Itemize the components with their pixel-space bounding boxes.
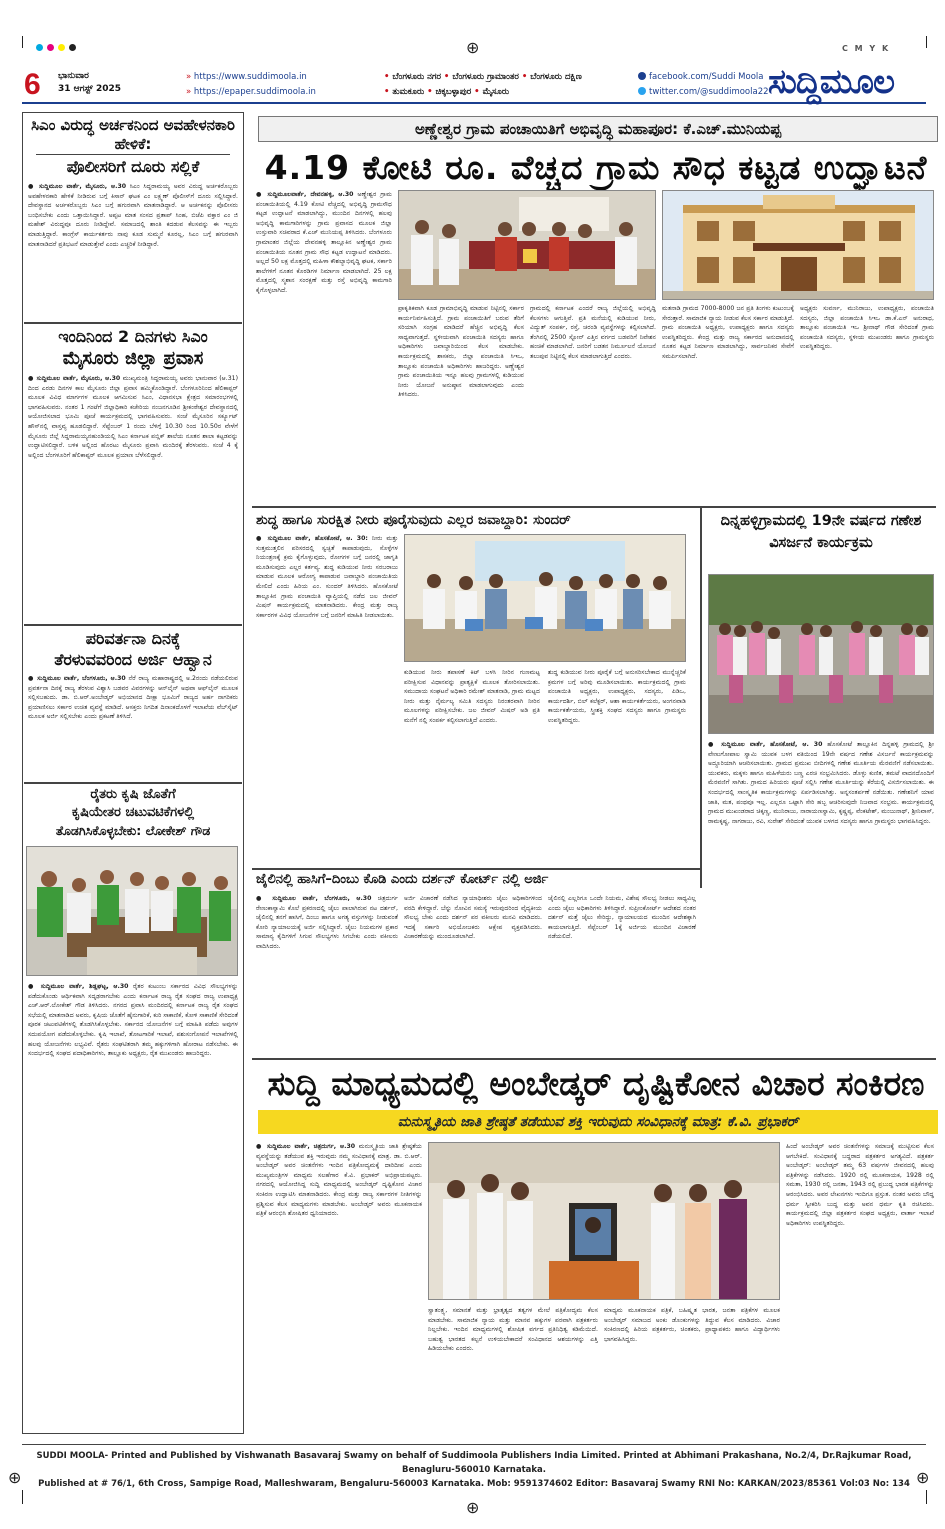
story3-byline: ● ಸುದ್ದಿಮೂಲ ವಾರ್ತೆ, ಬೆಂಗಳೂರು, ಆ.30 [28,675,126,682]
water-col1-text: ನೀರು ಮತ್ತು ಸುತ್ತಮುತ್ತಲಿನ ಪರಿಸರದಲ್ಲಿ ಸ್ವಚ್ಛತೆ ಕಾಪಾಡುವುದು, ಸೊಳ್ಳೆಗಳ ನಿಯಂತ್ರಣಕ್ಕೆ ಕ್ರಮ ಕೈಗೊಳ್ಳುವುದು, ರೋಗಗಳ ಬಗ್ಗೆ ಜನರಲ್ಲಿ ಜಾಗೃತಿ ಮೂಡಿಸುವುದು ಎಲ್ಲರ ಕರ್ತವ್ಯ. ಶುದ್ಧ ಕುಡಿಯುವ ನೀರು ಸರಬರಾಜು ಮಾಡುವ ಮೂಲಕ ಆರೋಗ್ಯ ಕಾಪಾಡುವ ಜವಾಬ್ದಾರಿ ಪಂಚಾಯಿತಿಯ ಮೇಲಿದೆ ಎಂದು ಹಿರಿಯ ಎಂ. ಸುಂದರ್ ತಿಳಿಸಿದರು. ಹೊಸಕೋಟೆ ತಾಲ್ಲೂಕಿನ ಗ್ರಾಮ ಪಂಚಾಯಿತಿ ವ್ಯಾಪ್ತಿಯಲ್ಲಿ ನಡೆದ ಜಲ ಜೀವನ್ ಮಿಷನ್ ಕಾರ್ಯಕ್ರಮದಲ್ಲಿ ಮಾತನಾಡಿದರು. ಕೇಂದ್ರ ಮತ್ತು ರಾಜ್ಯ ಸರ್ಕಾರಗಳ ವಿವಿಧ ಯೋಜನೆಗಳ ಬಗ್ಗೆ ಜನರಿಗೆ ಮಾಹಿತಿ ನೀಡಲಾಯಿತು. [256,535,398,619]
lead-col-2: ಪ್ರಾಕೃತಿಕವಾಗಿ ಕೂಡ ಗ್ರಾಮಾಭಿವೃದ್ಧಿ ಮಾಡುವ ನಿಟ್ಟಿನಲ್ಲಿ ಸರ್ಕಾರ ಕಾರ್ಯನಿರ್ವಹಿಸುತ್ತಿದೆ. ಗ್ರಾಮ ಪಂಚಾಯಿತಿಗೆ ಬರುವ ತೆರಿಗೆ ಸರಿಯಾಗಿ ಸಂಗ್ರಹ ಮಾಡಿದರೆ ಹೆಚ್ಚಿನ ಅಭಿವೃದ್ಧಿ ಕೆಲಸ ಸಾಧ್ಯವಾಗುತ್ತದೆ. ಸ್ಥಳೀಯವಾಗಿ ಪಂಚಾಯಿತಿ ಸದಸ್ಯರು ಹಾಗೂ ಅಧಿಕಾರಿಗಳು ಜವಾಬ್ದಾರಿಯಿಂದ ಕೆಲಸ ಮಾಡಬೇಕು. ಕಾರ್ಯಕ್ರಮದಲ್ಲಿ ಶಾಸಕರು, ಜಿಲ್ಲಾ ಪಂಚಾಯಿತಿ ಸಿಇಒ, ತಾಲ್ಲೂಕು ಪಂಚಾಯಿತಿ ಅಧಿಕಾರಿಗಳು ಹಾಜರಿದ್ದರು. ಅಣ್ಣೇಶ್ವರ ಗ್ರಾಮ ಪಂಚಾಯಿತಿಯ ಇನ್ನೂ ಹಲವು ಗ್ರಾಮಗಳಲ್ಲಿ ಕುಡಿಯುವ ನೀರು ಯೋಜನೆ ಅನುಷ್ಠಾನ ಮಾಡಲಾಗುವುದು ಎಂದು ತಿಳಿಸಿದರು. [398,305,524,399]
registration-mark-bottom: ⊕ [466,1498,480,1517]
section-item: • ಬೆಂಗಳೂರು ಗ್ರಾಮಾಂತರ [444,72,519,82]
cmyk-label: C M Y K [842,44,891,53]
section-item: • ಚಿಕ್ಕಬಳ್ಳಾಪುರ [427,87,471,97]
section-row-1 [384,70,582,85]
water-headline: ಶುದ್ಧ ಹಾಗೂ ಸುರಕ್ಷಿತ ನೀರು ಪೂರೈಸುವುದು ಎಲ್ಲರ ಜವಾಬ್ದಾರಿ: ಸುಂದರ್ [256,512,571,528]
section-item: • ಬೆಂಗಳೂರು ನಗರ [384,72,441,82]
court-col-2: ಅರ್ಜಿ ವಿಚಾರಣೆ ನಡೆಸಿದ ನ್ಯಾಯಾಧೀಶರು ಜೈಲು ಅಧಿಕಾರಿಗಳಿಂದ ವರದಿ ಕೇಳಿದ್ದಾರೆ. ಬೆನ್ನು ನೋವಿನ ಸಮಸ್ಯೆ ಇರುವುದರಿಂದ ವೈದ್ಯಕೀಯ ಸೌಲಭ್ಯ ಬೇಕು ಎಂದು ದರ್ಶನ್ ಪರ ವಕೀಲರು ಮನವಿ ಮಾಡಿದರು. ಇದಕ್ಕೆ ಸರ್ಕಾರಿ ಅಭಿಯೋಜಕರು ಆಕ್ಷೇಪ ವ್ಯಕ್ತಪಡಿಸಿದರು. ವಿಚಾರಣೆಯನ್ನು ಮುಂದೂಡಲಾಗಿದೆ. [404,895,542,941]
court-col-1 [256,894,398,1052]
section-item: • ಬೆಂಗಳೂರು ದಕ್ಷಿಣ [522,72,582,82]
divider [252,506,936,508]
divider [24,782,242,784]
ambedkar-col-1 [256,1142,422,1438]
ambedkar-byline: ● ಸುದ್ದಿಮೂಲ ವಾರ್ತೆ, ಚಿತ್ರದುರ್ಗ, ಆ.30 [256,1143,355,1150]
lead-col-4: ಮತನಾಡಿ ಗ್ರಾಮದ 7000-8000 ಜನ ಪ್ರತಿ ತಿಂಗಳು ಕುಟುಂಬಕ್ಕೆ ಸೇರುತ್ತಾರೆ. ಸಾಮಾಜಿಕ ನ್ಯಾಯ ನೀಡುವ ಕೆಲಸ ಸರ್ಕಾರ ಮಾಡುತ್ತಿದೆ. ಗ್ರಾಮ ಪಂಚಾಯಿತಿ ಅಧ್ಯಕ್ಷರು, ಉಪಾಧ್ಯಕ್ಷರು ಹಾಗೂ ಸದಸ್ಯರು ಉಪಸ್ಥಿತರಿದ್ದರು. ಕೇಂದ್ರ ಮತ್ತು ರಾಜ್ಯ ಸರ್ಕಾರದ ಅನುದಾನದಲ್ಲಿ ನೂತನ ಕಟ್ಟಡ ನಿರ್ಮಾಣ ಮಾಡಲಾಗಿದ್ದು, ಸಾರ್ವಜನಿಕರ ಸೇವೆಗೆ ಸಮರ್ಪಿಸಲಾಗಿದೆ. [662,305,794,360]
story3-text: ನೆರೆ ರಾಜ್ಯ ಮಹಾರಾಷ್ಟ್ರದಲ್ಲಿ ಅ.2ರಂದು ನಡೆಯಲಿರುವ ಪ್ರವರ್ತನಾ ದಿನಕ್ಕೆ ರಾಜ್ಯ ತೆರಳುವ ವಿಶ್ವಾಸಿ ಬಡವರ ವಿವರಗಳನ್ನು ಆನ್‌ಲೈನ್ ಅಥವಾ ಆಫ್‌ಲೈನ್ ಮೂಲಕ ಸಲ್ಲಿಸಬಹುದು. ಡಾ. ಬಿ.ಆರ್.ಅಂಬೇಡ್ಕರ್ ಅಭಿಯಾನದ ದೀಕ್ಷಾ ಭೂಮಿಗೆ ರಾಜ್ಯದ ಅರ್ಹ ನಾಗರಿಕರು ಪ್ರಯಾಣಿಸಲು ಸರ್ಕಾರ ಉಚಿತ ವ್ಯವಸ್ಥೆ ಮಾಡಿದೆ. ಆಸಕ್ತರು ನಿಗದಿತ ದಿನಾಂಕದೊಳಗೆ ಇಲಾಖೆಯ ವೆಬ್‌ಸೈಟ್ ಮೂಲಕ ಅರ್ಜಿ ಸಲ್ಲಿಸಬೇಕು ಎಂದು ಪ್ರಕಟಣೆ ತಿಳಿಸಿದೆ. [28,675,238,721]
divider [252,1058,936,1060]
story3-body [28,674,238,778]
section-item: • ತುಮಕೂರು [384,87,424,97]
section-row-2 [384,85,582,100]
divider [700,506,702,888]
cyan-dot [36,44,43,51]
story4-subhead-2: ತೊಡಗಿಸಿಕೊಳ್ಳಬೇಕು: ಲೋಕೇಶ್ ಗೌಡ [55,823,211,838]
black-dot [69,44,76,51]
registration-mark-top: ⊕ [466,38,480,57]
divider [36,154,230,155]
web-links [186,70,316,100]
ambedkar-col1-text: ಮನುಸ್ಮೃತಿಯ ಜಾತಿ ಶ್ರೇಷ್ಠತೆಯ ವ್ಯವಸ್ಥೆಯನ್ನು ತಡೆಯುವ ಶಕ್ತಿ ಇರುವುದು ನಮ್ಮ ಸಂವಿಧಾನಕ್ಕೆ ಮಾತ್ರ. ಡಾ. ಬಿ.ಆರ್. ಅಂಬೇಡ್ಕರ್ ಅವರ ಚಿಂತನೆಗಳು ಇಂದಿನ ಪತ್ರಿಕೋದ್ಯಮಕ್ಕೆ ದಾರಿದೀಪ ಎಂದು ಮುಖ್ಯಮಂತ್ರಿಗಳ ಮಾಧ್ಯಮ ಸಲಹೆಗಾರ ಕೆ.ವಿ. ಪ್ರಭಾಕರ್ ಅಭಿಪ್ರಾಯಪಟ್ಟರು. ನಗರದಲ್ಲಿ ಆಯೋಜಿಸಿದ್ದ ಸುದ್ದಿ ಮಾಧ್ಯಮದಲ್ಲಿ ಅಂಬೇಡ್ಕರ್ ದೃಷ್ಟಿಕೋನ ವಿಚಾರ ಸಂಕಿರಣ ಉದ್ಘಾಟಿಸಿ ಮಾತನಾಡಿದರು. ಕೇಂದ್ರ ಮತ್ತು ರಾಜ್ಯ ಸರ್ಕಾರಗಳ ನೀತಿಗಳನ್ನು ಪ್ರಶ್ನಿಸುವ ಕೆಲಸ ಮಾಧ್ಯಮಗಳು ಮಾಡಬೇಕು. ಅಂಬೇಡ್ಕರ್ ಅವರು ಮೂಕನಾಯಕ ಪತ್ರಿಕೆ ಆರಂಭಿಸಿ ಶೋಷಿತರ ಧ್ವನಿಯಾದರು. [256,1143,422,1218]
imprint-footer [22,1444,926,1489]
story4-byline: ● ಸುದ್ದಿಮೂಲ ವಾರ್ತೆ, ಶಿಡ್ಲಘಟ್ಟ, ಆ.30 [28,983,128,990]
building-photo-svg [663,191,934,300]
ambedkar-col-2: ಸ್ವಾತಂತ್ರ್ಯ, ಸಮಾನತೆ ಮತ್ತು ಭ್ರಾತೃತ್ವದ ತತ್ವಗಳ ಮೇಲೆ ಪತ್ರಿಕೋದ್ಯಮ ಕೆಲಸ ಮಾಡಬೇಕು. ಸಾಮಾಜಿಕ ನ್ಯಾಯ ಮತ್ತು ಮಾನವ ಹಕ್ಕುಗಳ ಪರವಾಗಿ ಪತ್ರಕರ್ತರು ನಿಲ್ಲಬೇಕು. ಇಂದಿನ ಮಾಧ್ಯಮಗಳಲ್ಲಿ ಶೋಷಿತ ವರ್ಗದ ಪ್ರತಿನಿಧಿತ್ವ ಕಡಿಮೆಯಿದೆ. ಬಹುತ್ವ ಭಾರತದ ಕಲ್ಪನೆ ಉಳಿಯಬೇಕಾದರೆ ಸಂವಿಧಾನದ ಆಶಯಗಳನ್ನು ಎತ್ತಿ ಹಿಡಿಯಬೇಕು ಎಂದರು. [428,1307,598,1353]
crop-mark [22,36,23,48]
registration-mark-left: ⊕ [8,1468,22,1487]
water-col-2: ಕುಡಿಯುವ ನೀರು ತಪಾಸಣೆ ಕಿಟ್ ಬಳಸಿ ನೀರಿನ ಗುಣಮಟ್ಟ ಪರೀಕ್ಷಿಸುವ ವಿಧಾನವನ್ನು ಪ್ರಾತ್ಯಕ್ಷಿಕೆ ಮೂಲಕ ತೋರಿಸಲಾಯಿತು. ಸಮುದಾಯ ಸಂಘಟನೆ ಅಧಿಕಾರಿ ರಮೇಶ್ ಮಾತನಾಡಿ, ಗ್ರಾಮ ಮಟ್ಟದ ನೀರು ಮತ್ತು ನೈರ್ಮಲ್ಯ ಸಮಿತಿ ಸದಸ್ಯರು ನಿರಂತರವಾಗಿ ನೀರಿನ ಮೂಲಗಳನ್ನು ಪರೀಕ್ಷಿಸಬೇಕು. ಜಲ ಜೀವನ್ ಮಿಷನ್ ಅಡಿ ಪ್ರತಿ ಮನೆಗೆ ನಲ್ಲಿ ಸಂಪರ್ಕ ಕಲ್ಪಿಸಲಾಗುತ್ತಿದೆ ಎಂದರು. [404,669,540,724]
grama-soudha-building-photo [662,190,934,300]
story1-headline: ಸಿಎಂ ವಿರುದ್ಧ ಅರ್ಚಕನಿಂದ ಅವಹೇಳನಕಾರಿ ಹೇಳಿಕೆ: [31,116,235,153]
story2-body [28,374,238,622]
facebook-handle: facebook.com/Suddi Moola [649,72,764,82]
story2-byline: ● ಸುದ್ದಿಮೂಲ ವಾರ್ತೆ, ಮೈಸೂರು, ಆ.30 [28,375,120,382]
yellow-dot [58,44,65,51]
ambedkar-subhead: ಮನುಸ್ಮೃತಿಯ ಜಾತಿ ಶ್ರೇಷ್ಠತೆ ತಡೆಯುವ ಶಕ್ತಿ ಇರುವುದು ಸಂವಿಧಾನಕ್ಕೆ ಮಾತ್ರ: ಕೆ.ವಿ. ಪ್ರಭಾಕರ್ [258,1110,938,1134]
water-photo-svg [405,535,686,662]
twitter-handle: twitter.com/@suddimoola22 [649,87,769,97]
story1-byline: ● ಸುದ್ದಿಮೂಲ ವಾರ್ತೆ, ಮೈಸೂರು, ಆ.30 [28,183,126,190]
water-col-1 [256,534,398,864]
lead-kicker: ಅಣ್ಣೇಶ್ವರ ಗ್ರಾಮ ಪಂಚಾಯಿತಿಗೆ ಅಭಿವೃದ್ಧಿ ಮಹಾಪೂರ: ಕೆ.ಎಚ್.ಮುನಿಯಪ್ಪ [258,116,938,142]
ambedkar-col-3: ಮಾಧ್ಯಮ ಮೂಕನಾಯಕ ಪತ್ರಿಕೆ, ಬಹಿಷ್ಕೃತ ಭಾರತ, ಜನತಾ ಪತ್ರಿಕೆಗಳ ಮೂಲಕ ಅಂಬೇಡ್ಕರ್ ಸಮಾಜದ ಅಂಕು ಡೊಂಕುಗಳನ್ನು ತಿದ್ದುವ ಕೆಲಸ ಮಾಡಿದರು. ವಿಚಾರ ಸಂಕಿರಣದಲ್ಲಿ ಹಿರಿಯ ಪತ್ರಕರ್ತರು, ಚಿಂತಕರು, ಪ್ರಾಧ್ಯಾಪಕರು ಹಾಗೂ ವಿದ್ಯಾರ್ಥಿಗಳು ಭಾಗವಹಿಸಿದ್ದರು. [604,1307,780,1343]
court-byline: ● ಸುದ್ದಿಮೂಲ ವಾರ್ತೆ, ಬೆಂಗಳೂರು, ಆ.30 [256,895,371,902]
story1-body [28,182,238,320]
court-headline: ಜೈಲಿನಲ್ಲಿ ಹಾಸಿಗೆ–ದಿಂಬು ಕೊಡಿ ಎಂದು ದರ್ಶನ್ ಕೋರ್ಟ್ ನಲ್ಲಿ ಅರ್ಜಿ [256,872,549,887]
divider [24,624,242,626]
ambedkar-col-4: ಹಿಂದೆ ಅಂಬೇಡ್ಕರ್ ಅವರ ಚಿಂತನೆಗಳನ್ನು ಸಮಾಜಕ್ಕೆ ಮುಟ್ಟಿಸುವ ಕೆಲಸ ಆಗಬೇಕಿದೆ. ಸಂವಿಧಾನಕ್ಕೆ ಬದ್ಧರಾದ ಪತ್ರಕರ್ತರ ಅಗತ್ಯವಿದೆ. ಪತ್ರಕರ್ತ ಅಂಬೇಡ್ಕರ್: ಅಂಬೇಡ್ಕರ್ ತಮ್ಮ 63 ವರ್ಷಗಳ ಜೀವನದಲ್ಲಿ ಹಲವು ಪತ್ರಿಕೆಗಳನ್ನು ನಡೆಸಿದರು. 1920 ರಲ್ಲಿ ಮೂಕನಾಯಕ, 1928 ರಲ್ಲಿ ಸಮತಾ, 1930 ರಲ್ಲಿ ಜನತಾ, 1943 ರಲ್ಲಿ ಪ್ರಬುದ್ಧ ಭಾರತ ಪತ್ರಿಕೆಗಳನ್ನು ಆರಂಭಿಸಿದರು. ಅವರ ಲೇಖನಗಳು ಇಂದಿಗೂ ಪ್ರಸ್ತುತ. ನಂತರ ಅವರು ಬೌದ್ಧ ಧರ್ಮ ಸ್ವೀಕರಿಸಿ ಬುದ್ಧ ಮತ್ತು ಅವನ ಧರ್ಮ ಕೃತಿ ರಚಿಸಿದರು. ಕಾರ್ಯಕ್ರಮದಲ್ಲಿ ಜಿಲ್ಲಾ ಪತ್ರಕರ್ತರ ಸಂಘದ ಅಧ್ಯಕ್ಷರು, ವಾರ್ತಾ ಇಲಾಖೆ ಅಧಿಕಾರಿಗಳು ಉಪಸ್ಥಿತರಿದ್ದರು. [786,1143,934,1227]
twitter-icon [638,87,646,95]
lead-headline: 4.19 ಕೋಟಿ ರೂ. ವೆಚ್ಚದ ಗ್ರಾಮ ಸೌಧ ಕಟ್ಟಡ ಉದ್ಘಾಟನೆ [264,148,928,187]
seminar-photo-svg [429,1143,780,1300]
ganesha-photo-svg [709,575,934,734]
facebook-link[interactable] [638,70,769,85]
issue-day: ಭಾನುವಾರ [58,71,89,81]
crop-mark [22,1490,23,1504]
imprint-line-2: Published at # 76/1, 6th Cross, Sampige Road, Malleshwaram, Bengaluru-560003 Karnataka. Mob: 9591374602 Editor: Basavaraj Swamy RNI No: KARKAN/2023/85361 Vol:03 No: 134 [38,1479,910,1489]
farmers-meeting-photo [26,846,238,976]
cmyk-color-bar [36,44,76,51]
story3-subhead: ತೆರಳುವವರಿಂದ ಅರ್ಜಿ ಆಹ್ವಾನ [54,650,212,669]
ganesha-byline: ● ಸುದ್ದಿಮೂಲ ವಾರ್ತೆ, ಹೊಸಕೋಟೆ, ಆ. 30 [708,741,822,748]
story4-body [28,982,238,1428]
twitter-link[interactable] [638,85,769,100]
issue-date-text: 31 ಆಗಸ್ಟ್ 2025 [58,84,121,94]
section-item: • ಮೈಸೂರು [474,87,509,97]
ganesha-procession-photo [708,574,934,734]
page-number: 6 [24,68,41,101]
lead-byline: ● ಸುದ್ದಿಮೂಲವಾರ್ತೆ, ದೇವನಹಳ್ಳಿ, ಆ.30 [256,191,353,198]
issue-date [58,70,121,96]
website-link[interactable]: » https://www.suddimoola.in [186,70,316,85]
court-col1-text: ಚಿತ್ರದುರ್ಗ ರೇಣುಕಾಸ್ವಾಮಿ ಕೊಲೆ ಪ್ರಕರಣದಲ್ಲಿ ಜೈಲು ಪಾಲಾಗಿರುವ ನಟ ದರ್ಶನ್, ಜೈಲಿನಲ್ಲಿ ತನಗೆ ಹಾಸಿಗೆ, ದಿಂಬು ಹಾಗೂ ಅಗತ್ಯ ವಸ್ತುಗಳನ್ನು ನೀಡುವಂತೆ ಕೋರಿ ನ್ಯಾಯಾಲಯಕ್ಕೆ ಅರ್ಜಿ ಸಲ್ಲಿಸಿದ್ದಾರೆ. ಜೈಲು ನಿಯಮಗಳ ಪ್ರಕಾರ ಸಾಮಾನ್ಯ ಕೈದಿಗಳಿಗೆ ಸಿಗುವ ಸೌಲಭ್ಯಗಳು ಸಿಗಬೇಕು ಎಂದು ವಕೀಲರು ವಾದಿಸಿದರು. [256,895,398,950]
lead-col1-text: ಅಣ್ಣೇಶ್ವರ ಗ್ರಾಮ ಪಂಚಾಯಿತಿಯಲ್ಲಿ 4.19 ಕೋಟಿ ವೆಚ್ಚದಲ್ಲಿ ಅಭಿವೃದ್ಧಿ ಗ್ರಾಮಸೌಧ ಕಟ್ಟಡ ಉದ್ಘಾಟನೆ ಮಾಡಲಾಗಿದ್ದು, ಮುಂದಿನ ದಿನಗಳಲ್ಲಿ ಹಲವು ಅಭಿವೃದ್ಧಿ ಕಾಮಗಾರಿಗಳನ್ನು ಗ್ರಾಮ ಪ್ರವಾಸದ ಮೂಲಕ ಜಿಲ್ಲಾ ಉಸ್ತುವಾರಿ ಸಚಿವರಾದ ಕೆ.ಎಚ್ ಮುನಿಯಪ್ಪ ತಿಳಿಸಿದರು. ಬೆಂಗಳೂರು ಗ್ರಾಮಾಂತರ ಜಿಲ್ಲೆಯ ದೇವನಹಳ್ಳಿ ತಾಲ್ಲೂಕಿನ ಅಣ್ಣೇಶ್ವರ ಗ್ರಾಮ ಪಂಚಾಯಿತಿಯ ನೂತನ ಗ್ರಾಮ ಸೌಧ ಕಟ್ಟಡ ಉದ್ಘಾಟನೆ ಮಾಡಿದರು. ಅಲ್ಲದೆ 50 ಲಕ್ಷ ಮೊತ್ತದಲ್ಲಿ ಮಹಿಳಾ ಕೌಶಲ್ಯಾಭಿವೃದ್ಧಿ ಘಟಕ, ಸರ್ಕಾರಿ ಶಾಲೆಗಳಿಗೆ ನೂತನ ಕೊಠಡಿಗಳ ನಿರ್ಮಾಣ ಮಾಡಲಾಗಿದೆ. 25 ಲಕ್ಷ ಮೊತ್ತದಲ್ಲಿ ಸ್ಮಶಾನ ಸಂರಕ್ಷಣೆ ಮತ್ತು ರಸ್ತೆ ಅಭಿವೃದ್ಧಿ ಕಾಮಗಾರಿ ಕೈಗೊಳ್ಳಲಾಗಿದೆ. [256,191,392,294]
story2-subhead: ಮೈಸೂರು ಜಿಲ್ಲಾ ಪ್ರವಾಸ [62,348,204,369]
crop-mark [926,36,927,48]
ambedkar-headline: ಸುದ್ದಿ ಮಾಧ್ಯಮದಲ್ಲಿ ಅಂಬೇಡ್ಕರ್ ದೃಷ್ಟಿಕೋನ ವಿಚಾರ ಸಂಕಿರಣ [267,1064,925,1103]
ganesha-text: ಹೊಸಕೋಟೆ ತಾಲ್ಲೂಕಿನ ದಿನ್ನಹಳ್ಳಿ ಗ್ರಾಮದಲ್ಲಿ ಶ್ರೀ ವೇಣುಗೋಪಾಲ ಸ್ವಾಮಿ ಯುವಕ ಬಳಗ ವತಿಯಿಂದ 19ನೇ ವರ್ಷದ ಗಣೇಶ ವಿಸರ್ಜನೆ ಕಾರ್ಯಕ್ರಮವನ್ನು ಅದ್ದೂರಿಯಾಗಿ ಆಚರಿಸಲಾಯಿತು. ಗ್ರಾಮದ ಪ್ರಮುಖ ಬೀದಿಗಳಲ್ಲಿ ಗಣೇಶ ಮೂರ್ತಿಯ ಮೆರವಣಿಗೆ ನಡೆಸಲಾಯಿತು. ಯುವಕರು, ಮಕ್ಕಳು ಹಾಗೂ ಮಹಿಳೆಯರು ಬಣ್ಣ ಎರಚಿ ಸಂಭ್ರಮಿಸಿದರು. ಡೊಳ್ಳು ಕುಣಿತ, ತಮಟೆ ವಾದನದೊಂದಿಗೆ ಮೆರವಣಿಗೆ ಸಾಗಿತು. ಗ್ರಾಮದ ಹಿರಿಯರು ಪೂಜೆ ಸಲ್ಲಿಸಿ ಗಣೇಶ ಮೂರ್ತಿಯನ್ನು ಕೆರೆಯಲ್ಲಿ ವಿಸರ್ಜಿಸಲಾಯಿತು. ಈ ಸಂದರ್ಭದಲ್ಲಿ ಸಾಂಸ್ಕೃತಿಕ ಕಾರ್ಯಕ್ರಮಗಳನ್ನು ಏರ್ಪಡಿಸಲಾಗಿತ್ತು. ಅನ್ನಸಂತರ್ಪಣೆ ನಡೆಯಿತು. ಗಣೇಶನಿಗೆ ಯಾವ ಜಾತಿ, ಮತ, ಪಂಥವೂ ಇಲ್ಲ. ಎಲ್ಲರೂ ಒಟ್ಟಾಗಿ ಸೇರಿ ಹಬ್ಬ ಆಚರಿಸುವುದೇ ನಿಜವಾದ ಸಂಭ್ರಮ. ಕಾರ್ಯಕ್ರಮದಲ್ಲಿ ಗ್ರಾಮದ ಮುಖಂಡರಾದ ಚಿಕ್ಕಣ್ಣ, ಮುನಿರಾಜು, ನಾರಾಯಣಸ್ವಾಮಿ, ಕೃಷ್ಣಪ್ಪ, ವೆಂಕಟೇಶ್, ಮಂಜುನಾಥ್, ಶ್ರೀನಿವಾಸ್, ರಾಮಕೃಷ್ಣ, ನಾಗರಾಜು, ರವಿ, ಸುರೇಶ್ ಸೇರಿದಂತೆ ಯುವಕ ಬಳಗದ ಸದಸ್ಯರು ಹಾಗೂ ಗ್ರಾಮಸ್ಥರು ಭಾಗವಹಿಸಿದ್ದರು. [708,741,934,825]
ganesha-headline: ದಿನ್ನಹಳ್ಳಿಗ್ರಾಮದಲ್ಲಿ 19ನೇ ವರ್ಷದ ಗಣೇಶ ವಿಸರ್ಜನೆ ಕಾರ್ಯಕ್ರಮ [720,513,922,551]
lead-col-3: ಗ್ರಾಮದಲ್ಲಿ ಕರ್ನಾಟಕ ಎಂದರೆ ರಾಜ್ಯ ಜಿಲ್ಲೆಯಲ್ಲಿ ಅಭಿವೃದ್ಧಿ ಕೆಲಸಗಳು ಆಗುತ್ತಿವೆ. ಪ್ರತಿ ಮನೆಯಲ್ಲಿ ಕುಡಿಯುವ ನೀರು, ವಿದ್ಯುತ್ ಸಂಪರ್ಕ, ರಸ್ತೆ, ಚರಂಡಿ ವ್ಯವಸ್ಥೆಗಳನ್ನು ಕಲ್ಪಿಸಲಾಗಿದೆ. ತೆಂಗಿನಲ್ಲಿ 2500 ಸ್ಟೋನ್ ಎತ್ತಿನ ವರ್ಗದ ಬಡವರಿಗೆ ನಿವೇಶನ ಹಂಚಿಕೆ ಮಾಡಲಾಗಿದೆ. ಜನರಿಗೆ ಬಡತನ ನಿರ್ಮೂಲನೆ ಯೋಜನೆ ತಲುಪುವ ನಿಟ್ಟಿನಲ್ಲಿ ಕೆಲಸ ಮಾಡಲಾಗುತ್ತಿದೆ ಎಂದರು. [530,305,656,360]
lead-col-5: ಅಧ್ಯಕ್ಷರು ಸುವರ್ಣ, ಮುನಿರಾಜು, ಉಪಾಧ್ಯಕ್ಷರು, ಪಂಚಾಯಿತಿ ಸದಸ್ಯರು, ಜಿಲ್ಲಾ ಪಂಚಾಯಿತಿ ಸಿಇಒ ಡಾ.ಕೆ.ಎನ್ ಅನುರಾಧ, ತಾಲ್ಲೂಕು ಪಂಚಾಯಿತಿ ಇಒ ಶ್ರೀನಾಥ್ ಗೌಡ ಸೇರಿದಂತೆ ಗ್ರಾಮ ಪಂಚಾಯಿತಿ ಸದಸ್ಯರು, ಸ್ಥಳೀಯ ಮುಖಂಡರು ಹಾಗೂ ಗ್ರಾಮಸ್ಥರು ಉಪಸ್ಥಿತರಿದ್ದರು. [800,305,934,351]
story1-text: ಸಿಎಂ ಸಿದ್ದರಾಮಯ್ಯ ಅವರ ವಿರುದ್ಧ ಅರ್ಚಕರೊಬ್ಬರು ಅವಹೇಳನಕಾರಿ ಹೇಳಿಕೆ ನೀಡಿರುವ ಬಗ್ಗೆ ಕಿಸಾನ್ ಘಟಕ ಎಂ ಲಕ್ಷ್ಮಣ್ ಪೊಲೀಸ್‌ಗೆ ದೂರು ಸಲ್ಲಿಸಿದ್ದಾರೆ. ದೇವಸ್ಥಾನದ ಅರ್ಚಕರೊಬ್ಬರು ಸಿಎಂ ಬಗ್ಗೆ ಹಗುರವಾಗಿ ಮಾತನಾಡಿದ್ದಾರೆ. ಆ ಅರ್ಚಕನನ್ನು ಪೊಲೀಸರು ಬಂಧಿಸಬೇಕು ಎಂದು ಒತ್ತಾಯಿಸಿದ್ದಾರೆ. ಅಪ್ಪಟ ಮಾತ ಸಂಸದ ಪ್ರತಾಪ್ ಸಿಂಹ, ಬಿಜೆಪಿ ವಕ್ತಾರ ಎಂ ಜಿ ಮಹೇಶ್ ವಿರುದ್ಧವೂ ದೂರು ನೀಡಿದ್ದೇವೆ. ಸಮಾಜದಲ್ಲಿ ಶಾಂತಿ ಕದಡುವ ಕೆಲಸವನ್ನು ಈ ಇಬ್ಬರು ಮಾಡುತ್ತಿದ್ದಾರೆ. ಕಾಂಗ್ರೆಸ್ ಕಾರ್ಯಕರ್ತರು ನಾವು ಕೂಡ ಸುಮ್ಮನೆ ಕೂರಲ್ಲ, ಸಿಎಂ ಬಗ್ಗೆ ಹಗುರವಾಗಿ ಮಾತನಾಡಿದರೆ ಪ್ರತಿಭಟನೆ ಮಾಡುತ್ತೇವೆ ಎಂದು ಎಚ್ಚರಿಕೆ ನೀಡಿದ್ದಾರೆ. [28,183,238,248]
crop-mark [926,1490,927,1504]
ganesha-body [708,740,934,1050]
water-col-3: ಶುದ್ಧ ಕುಡಿಯುವ ನೀರು ಪೂರೈಕೆ ಬಗ್ಗೆ ಅನುಸರಿಸಬೇಕಾದ ಮುನ್ನೆಚ್ಚರಿಕೆ ಕ್ರಮಗಳ ಬಗ್ಗೆ ಅರಿವು ಮೂಡಿಸಲಾಯಿತು. ಕಾರ್ಯಕ್ರಮದಲ್ಲಿ ಗ್ರಾಮ ಪಂಚಾಯಿತಿ ಅಧ್ಯಕ್ಷರು, ಉಪಾಧ್ಯಕ್ಷರು, ಸದಸ್ಯರು, ಪಿಡಿಒ, ಕಾರ್ಯದರ್ಶಿ, ಬಿಲ್ ಕಲೆಕ್ಟರ್, ಆಶಾ ಕಾರ್ಯಕರ್ತೆಯರು, ಅಂಗನವಾಡಿ ಕಾರ್ಯಕರ್ತೆಯರು, ಸ್ತ್ರೀಶಕ್ತಿ ಸಂಘದ ಸದಸ್ಯರು ಹಾಗೂ ಗ್ರಾಮಸ್ಥರು ಉಪಸ್ಥಿತರಿದ್ದರು. [548,669,686,724]
story1-subhead: ಪೊಲೀಸರಿಗೆ ದೂರು ಸಲ್ಲಿಕೆ [66,157,200,176]
water-program-photo [404,534,686,662]
story2-text: ಮುಖ್ಯಮಂತ್ರಿ ಸಿದ್ದರಾಮಯ್ಯ ಅವರು ಭಾನುವಾರ (ಆ.31) ದಿಂದ ಎರಡು ದಿನಗಳ ಕಾಲ ಮೈಸೂರು ಜಿಲ್ಲಾ ಪ್ರವಾಸ ಹಮ್ಮಿಕೊಂಡಿದ್ದಾರೆ. ಬೆಂಗಳೂರಿನಿಂದ ಹೆಲಿಕಾಪ್ಟರ್ ಮೂಲಕ ವಿವಿಧ ಮಾರ್ಗಗಳ ಮೂಲಕ ಆಗಮಿಸುವ ಸಿಎಂ, ವಿಧಾನಸಭಾ ಕ್ಷೇತ್ರದ ಸಮಾರಂಭಗಳಲ್ಲಿ ಭಾಗವಹಿಸುವರು. ನಂತರ 1 ಗಂಟೆಗೆ ಜಿಲ್ಲಾಧಿಕಾರಿ ಕಚೇರಿಯ ನಂಜನಗೂಡಿನ ಶ್ರೀಕಂಠೇಶ್ವರ ದೇವಸ್ಥಾನದಲ್ಲಿ ಆಯೋಜಿಸಲಾದ ಭೂಮಿ ಪೂಜೆ ಕಾರ್ಯಕ್ರಮದಲ್ಲಿ ಭಾಗವಹಿಸುವರು. ಸಂಜೆ ಮೈಸೂರಿನ ಸರ್ಕ್ಯೂಟ್ ಹೌಸ್‌ನಲ್ಲಿ ವಾಸ್ತವ್ಯ ಹೂಡಲಿದ್ದಾರೆ. ಸೆಪ್ಟೆಂಬರ್ 1 ರಂದು ಬೆಳಿಗ್ಗೆ 10.30 ರಿಂದ 10.50ರ ವೇಳೆಗೆ ಮೈಸೂರು ಜಿಲ್ಲೆ ಸಿದ್ದರಾಮಯ್ಯನಹುಂಡಿಯಲ್ಲಿ ಸಿಎಂ ಕರ್ನಾಟಕ ಪಬ್ಲಿಕ್ ಶಾಲೆಯ ನೂತನ ಶಾಲಾ ಕಟ್ಟಡವನ್ನು ಉದ್ಘಾಟಿಸಲಿದ್ದಾರೆ. ಬಳಿಕ ಅಲ್ಲಿಂದ ಹೊರಟು ಮೈಸೂರು ಪ್ರವಾಸಿ ಮಂದಿರಕ್ಕೆ ತೆರಳುವರು. ಸಂಜೆ 4 ಕ್ಕೆ ಅಲ್ಲಿಂದ ಬೆಂಗಳೂರಿಗೆ ಹೆಲಿಕಾಪ್ಟರ್ ಮೂಲಕ ಪ್ರಯಾಣ ಬೆಳೆಸಲಿದ್ದಾರೆ. [28,375,238,459]
registration-mark-right: ⊕ [916,1468,930,1487]
court-col-3: ಜೈಲಿನಲ್ಲಿ ಎಲ್ಲರಿಗೂ ಒಂದೇ ನಿಯಮ, ವಿಶೇಷ ಸೌಲಭ್ಯ ನೀಡಲು ಸಾಧ್ಯವಿಲ್ಲ ಎಂದು ಜೈಲು ಅಧಿಕಾರಿಗಳು ತಿಳಿಸಿದ್ದಾರೆ. ಸುಪ್ರೀಂಕೋರ್ಟ್ ಆದೇಶದ ನಂತರ ದರ್ಶನ್ ಮತ್ತೆ ಜೈಲು ಸೇರಿದ್ದು, ನ್ಯಾಯಾಲಯದ ಮುಂದಿನ ಆದೇಶಕ್ಕಾಗಿ ಕಾಯಲಾಗುತ್ತಿದೆ. ಸೆಪ್ಟೆಂಬರ್ 1ಕ್ಕೆ ಅರ್ಜಿಯ ಮುಂದಿನ ವಿಚಾರಣೆ ನಡೆಯಲಿದೆ. [548,895,696,941]
story4-subhead: ಕೃಷಿಯೇತರ ಚಟುವಟಿಕೆಗಳಲ್ಲಿ [71,805,195,820]
magenta-dot [47,44,54,51]
story3-headline: ಪರಿವರ್ತನಾ ದಿನಕ್ಕೆ [85,629,181,648]
inauguration-stage-photo [398,190,656,300]
social-links [638,70,769,100]
masthead [22,62,926,104]
farmers-photo-svg [27,847,238,976]
lead-col-1 [256,190,392,502]
seminar-photo [428,1142,780,1300]
divider [24,322,242,324]
imprint-line-1: SUDDI MOOLA- Printed and Published by Vishwanath Basavaraj Swamy on behalf of Suddimoola Publishers India Limited. Printed at Abhimani Prakashana, No.2/4, Dr.Rajkumar Road, Benagluru-560010 Karnataka. [36,1451,912,1475]
story4-headline: ರೈತರು ಕೃಷಿ ಜೊತೆಗೆ [90,787,176,802]
divider [252,868,700,870]
story2-headline: ಇಂದಿನಿಂದ 2 ದಿನಗಳು ಸಿಎಂ [58,327,208,346]
section-list [384,70,582,100]
story4-text: ರೈತರ ಕುಟುಂಬ ಸರ್ಕಾರದ ವಿವಿಧ ಸೌಲಭ್ಯಗಳನ್ನು ಪಡೆದುಕೊಂಡು ಆರ್ಥಿಕವಾಗಿ ಸದೃಢರಾಗಬೇಕು ಎಂದು ಕರ್ನಾಟಕ ರಾಜ್ಯ ರೈತ ಸಂಘದ ರಾಜ್ಯ ಉಪಾಧ್ಯಕ್ಷ ಎಚ್.ಆರ್.ಲೋಕೇಶ್ ಗೌಡ ತಿಳಿಸಿದರು. ನಗರದ ಪ್ರವಾಸಿ ಮಂದಿರದಲ್ಲಿ ಕರ್ನಾಟಕ ರಾಜ್ಯ ರೈತ ಸಂಘದ ಸಭೆಯಲ್ಲಿ ಮಾತನಾಡಿದ ಅವರು, ಕೃಷಿಯ ಜೊತೆಗೆ ಹೈನುಗಾರಿಕೆ, ಕುರಿ ಸಾಕಾಣಿಕೆ, ಕೋಳಿ ಸಾಕಾಣಿಕೆ ಸೇರಿದಂತೆ ಪೂರಕ ಚಟುವಟಿಕೆಗಳಲ್ಲಿ ತೊಡಗಿಸಿಕೊಳ್ಳಬೇಕು. ಸರ್ಕಾರದ ಯೋಜನೆಗಳ ಬಗ್ಗೆ ಮಾಹಿತಿ ಪಡೆದು ಅವುಗಳ ಸದುಪಯೋಗ ಪಡೆದುಕೊಳ್ಳಬೇಕು. ಕೃಷಿ ಇಲಾಖೆ, ತೋಟಗಾರಿಕೆ ಇಲಾಖೆ, ಪಶುಸಂಗೋಪನೆ ಇಲಾಖೆಗಳಲ್ಲಿ ಹಲವು ಯೋಜನೆಗಳು ಲಭ್ಯವಿವೆ. ರೈತರು ಸಂಘಟಿತರಾಗಿ ತಮ್ಮ ಹಕ್ಕುಗಳಿಗಾಗಿ ಹೋರಾಟ ನಡೆಸಬೇಕು. ಈ ಸಂದರ್ಭದಲ್ಲಿ ಸಂಘದ ಪದಾಧಿಕಾರಿಗಳು, ತಾಲ್ಲೂಕು ಅಧ್ಯಕ್ಷರು, ರೈತ ಮುಖಂಡರು ಹಾಜರಿದ್ದರು. [28,983,238,1058]
water-byline: ● ಸುದ್ದಿಮೂಲ ವಾರ್ತೆ, ಹೊಸಕೋಟೆ, ಆ. 30: [256,535,368,542]
epaper-link[interactable]: » https://epaper.suddimoola.in [186,85,316,100]
facebook-icon [638,72,646,80]
stage-photo-svg [399,191,656,300]
newspaper-logo: ಸುದ್ದಿಮೂಲ [768,62,894,102]
